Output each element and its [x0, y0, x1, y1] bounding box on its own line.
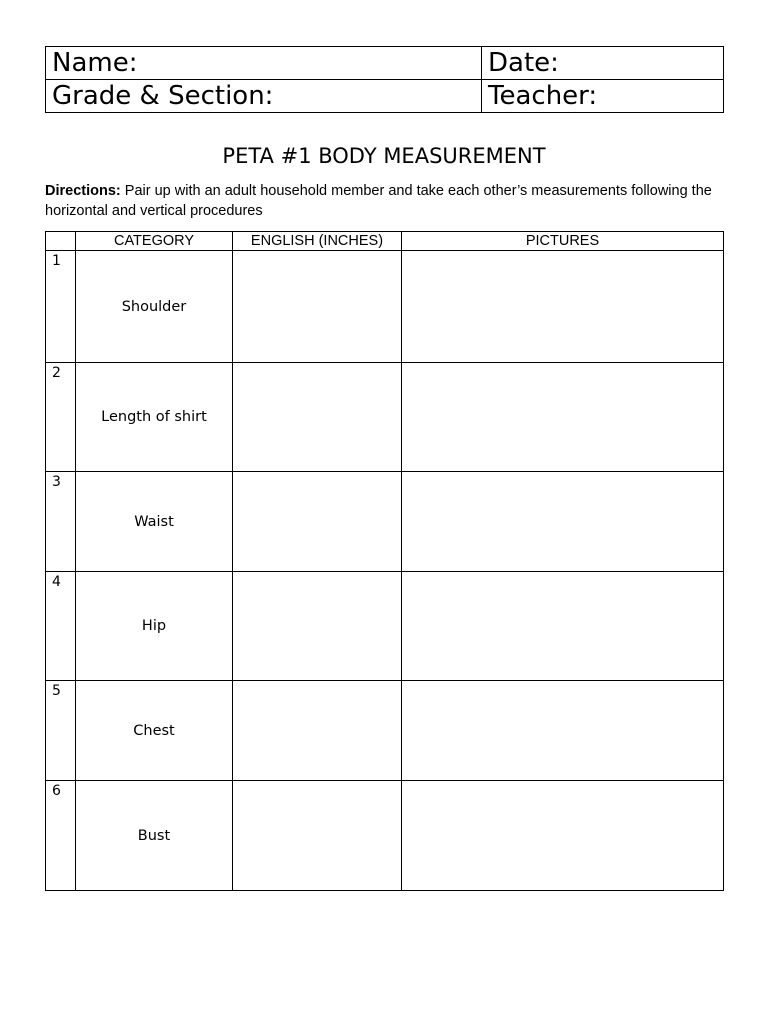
info-row-1 — [46, 47, 724, 80]
column-header-english: ENGLISH (INCHES) — [233, 232, 402, 251]
pictures-cell[interactable] — [402, 681, 724, 781]
english-inches-cell[interactable] — [233, 781, 402, 891]
directions-label: Directions: — [45, 183, 121, 199]
pictures-cell[interactable] — [402, 572, 724, 681]
row-number: 6 — [46, 781, 76, 891]
table-row — [46, 572, 724, 681]
pictures-cell[interactable] — [402, 251, 724, 363]
row-number: 5 — [46, 681, 76, 781]
pictures-cell[interactable] — [402, 472, 724, 572]
category-cell: Hip — [76, 572, 233, 681]
category-cell: Chest — [76, 681, 233, 781]
row-number: 3 — [46, 472, 76, 572]
row-number: 1 — [46, 251, 76, 363]
table-row — [46, 681, 724, 781]
row-number: 2 — [46, 363, 76, 472]
category-cell: Length of shirt — [76, 363, 233, 472]
table-header-row — [46, 232, 724, 251]
category-cell: Waist — [76, 472, 233, 572]
column-header-number — [46, 232, 76, 251]
name-field[interactable]: Name: — [46, 47, 482, 80]
directions-text: Pair up with an adult household member and take each other’s measurements following the horizontal and vertical procedures — [45, 183, 712, 219]
english-inches-cell[interactable] — [233, 472, 402, 572]
date-field[interactable]: Date: — [482, 47, 724, 80]
pictures-cell[interactable] — [402, 781, 724, 891]
table-row — [46, 251, 724, 363]
english-inches-cell[interactable] — [233, 251, 402, 363]
table-row — [46, 363, 724, 472]
english-inches-cell[interactable] — [233, 363, 402, 472]
grade-section-field[interactable]: Grade & Section: — [46, 80, 482, 113]
teacher-field[interactable]: Teacher: — [482, 80, 724, 113]
column-header-pictures: PICTURES — [402, 232, 724, 251]
pictures-cell[interactable] — [402, 363, 724, 472]
category-cell: Bust — [76, 781, 233, 891]
row-number: 4 — [46, 572, 76, 681]
column-header-category: CATEGORY — [76, 232, 233, 251]
directions — [45, 181, 735, 221]
student-info-table — [45, 46, 724, 113]
page-title: PETA #1 BODY MEASUREMENT — [222, 144, 546, 168]
info-row-2 — [46, 80, 724, 113]
table-row — [46, 472, 724, 572]
category-cell: Shoulder — [76, 251, 233, 363]
measurement-table — [45, 231, 724, 891]
english-inches-cell[interactable] — [233, 681, 402, 781]
table-row — [46, 781, 724, 891]
english-inches-cell[interactable] — [233, 572, 402, 681]
